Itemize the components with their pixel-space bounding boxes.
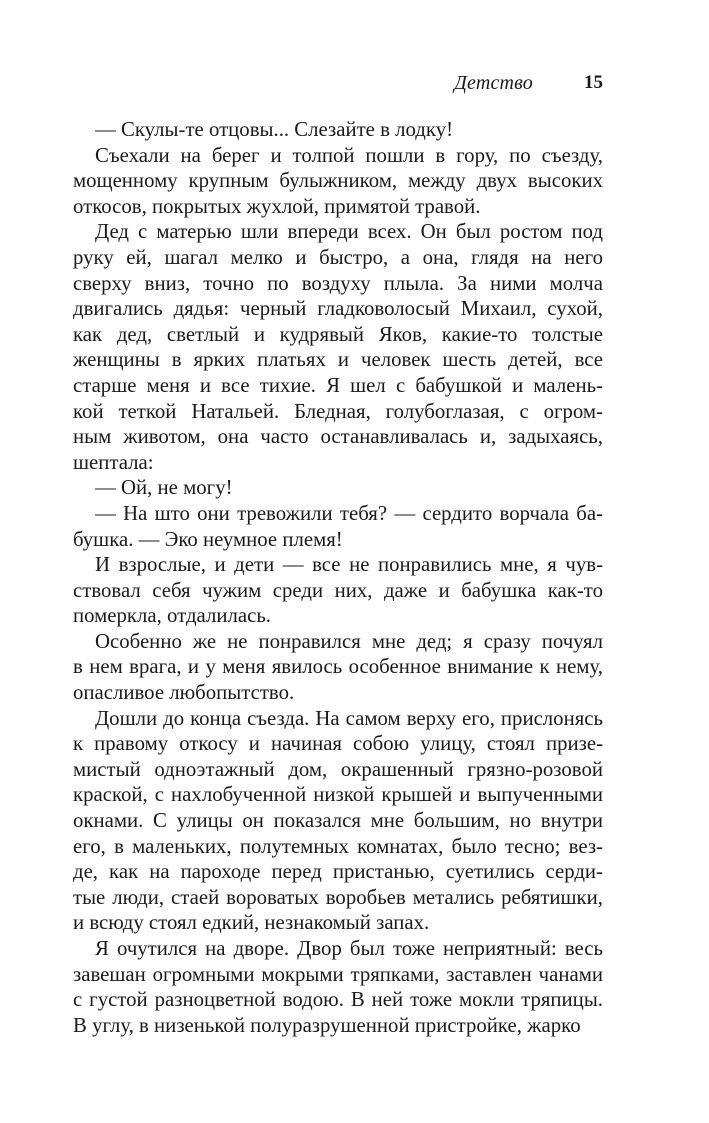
text-line: откосов, покрытых жухлой, примятой травой. [73,194,481,218]
paragraph [73,936,603,1038]
paragraph [73,219,603,475]
text-line: краской, с нахлобученной низкой крышей и выпученными [73,783,603,807]
text-line: — На што они тревожили тебя? — сердито ворчала ба- [95,501,603,525]
text-line: сверху вниз, точно по воздуху плыла. За ними молча [73,271,603,295]
text-line: женщины в ярких платьях и человек шесть детей, все [73,348,603,372]
text-line: с густой разноцветной водою. В ней тоже мокли тряпицы. [73,988,603,1012]
text-line: тые люди, стаей вороватых воробьев метались ребятишки, [73,885,603,909]
text-line: опасливое любопытство. [73,681,295,705]
paragraph [73,501,603,552]
text-line: померкла, отдалилась. [73,604,271,628]
paragraph [73,117,603,143]
text-line: Дед с матерью шли впереди всех. Он был ростом под [95,220,603,244]
text-line: его, в маленьких, полутемных комнатах, было тесно; вез- [73,834,603,858]
paragraph [73,475,603,501]
text-line: в нем врага, и у меня явилось особенное внимание к нему, [73,655,603,679]
running-head [73,72,603,98]
text-line: и всюду стоял едкий, незнакомый запах. [73,911,430,935]
text-line: ным животом, она часто останавливалась и, задыхаясь, [73,425,603,449]
paragraph [73,552,603,629]
text-line: ствовал себя чужим среди них, даже и бабушка как-то [73,578,603,602]
page-number: 15 [584,72,603,93]
paragraph [73,629,603,706]
text-line: мощенному крупным булыжником, между двух высоких [73,169,603,193]
text-line: двигались дядья: черный гладковолосый Михаил, сухой, [73,297,603,321]
text-line: шептала: [73,450,154,474]
text-line: завешан огромными мокрыми тряпками, заставлен чанами [73,962,603,986]
text-line: Особенно же не понравился мне дед; я сразу почуял [95,629,603,653]
text-line: окнами. С улицы он показался мне большим, но внутри [73,809,603,833]
text-line: старше меня и все тихие. Я шел с бабушкой и малень- [73,373,603,397]
text-line: кой теткой Натальей. Бледная, голубоглазая, с огром- [73,399,603,423]
text-line: И взрослые, и дети — все не понравились мне, я чув- [95,553,603,577]
text-line: мистый одноэтажный дом, окрашенный грязно-розовой [73,757,603,781]
text-line: — Ой, не могу! [95,476,233,500]
text-line: руку ей, шагал мелко и быстро, а она, глядя на него [73,245,603,269]
text-line: Съехали на берег и толпой пошли в гору, по съезду, [95,143,603,167]
text-line: бушка. — Эко неумное племя! [73,527,343,551]
text-line: Я очутился на дворе. Двор был тоже неприятный: весь [95,937,603,960]
text-line: де, как на пароходе перед пристанью, суетились серди- [73,860,603,884]
paragraph [73,706,603,936]
text-line: — Скулы-те отцовы... Слезайте в лодку! [95,118,454,141]
text-line: как дед, светлый и кудрявый Яков, какие-то толстые [73,322,603,346]
paragraph [73,143,603,220]
running-title: Детство [454,72,533,94]
text-line: Дошли до конца съезда. На самом верху его, прислонясь [95,706,603,730]
text-line: к правому откосу и начиная собою улицу, стоял призе- [73,732,603,756]
body-text [73,117,603,1038]
text-line: В углу, в низенькой полуразрушенной пристройке, жарко [73,1013,581,1037]
